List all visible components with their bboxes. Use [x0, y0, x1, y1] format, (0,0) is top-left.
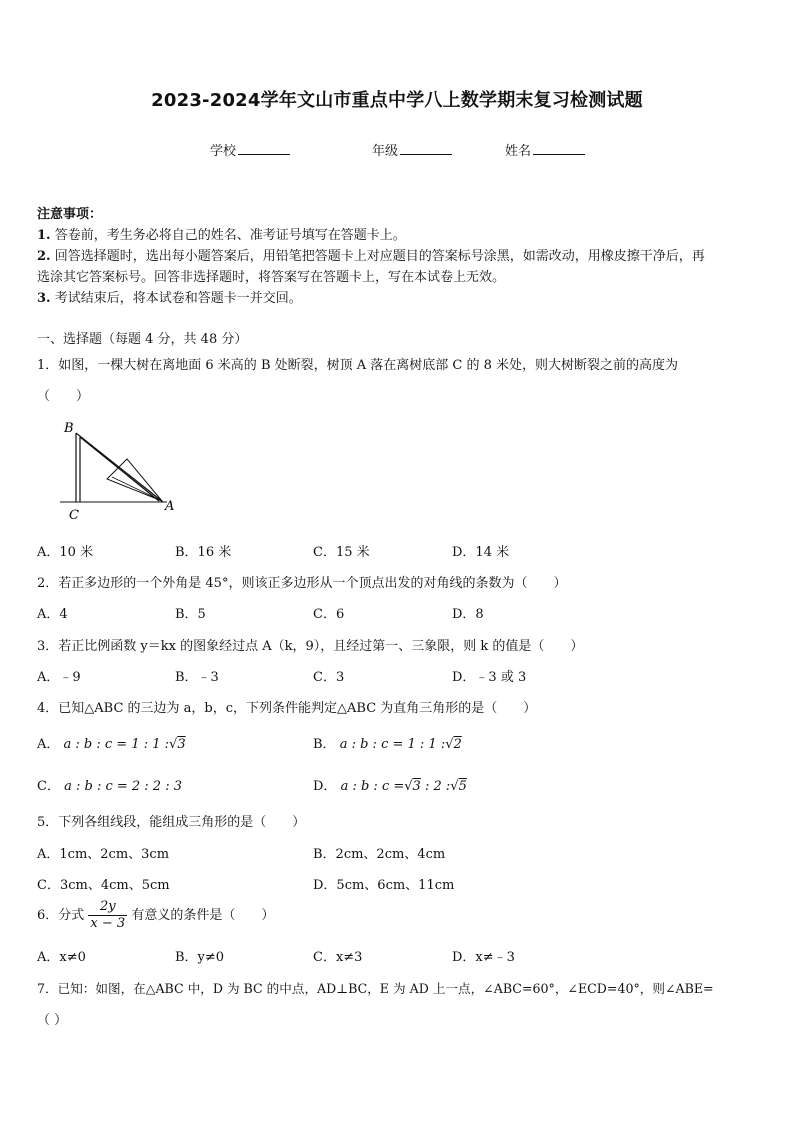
note-2: [37, 245, 705, 264]
q1-option-c: C．15 米: [313, 545, 370, 560]
radicand: 2: [453, 737, 462, 752]
q3-option-b: B．﹣3: [175, 670, 219, 685]
crown-branch: [112, 477, 162, 501]
note-3-number: 3.: [37, 291, 51, 306]
tree-diagram: [52, 415, 182, 525]
q6-stem-suffix: 有意义的条件是（ ）: [131, 908, 275, 923]
q5-option-c: C．3cm、4cm、5cm: [37, 878, 170, 893]
q6-option-b: B．y≠0: [175, 950, 225, 965]
label-a: A: [165, 499, 175, 514]
question-1-paren: （ ）: [37, 389, 90, 404]
grade-label: 年级: [372, 144, 399, 159]
q4-option-d: [313, 775, 467, 794]
q4-option-d-label: D．: [313, 779, 337, 794]
q3-option-a: A．﹣9: [37, 670, 81, 685]
school-label: 学校: [210, 144, 237, 159]
q4-option-b-ratio: a : b : c = 1 : 1 :: [339, 737, 446, 752]
question-7-paren: （ ）: [37, 1013, 68, 1028]
name-blank: [533, 142, 585, 155]
question-6-stem: [37, 899, 274, 932]
note-1-number: 1.: [37, 228, 51, 243]
q4-option-b: [313, 733, 462, 752]
fraction-numerator: 2y: [88, 899, 127, 916]
q6-option-c: C．x≠3: [313, 950, 363, 965]
page-title: 2023-2024学年文山市重点中学八上数学期末复习检测试题: [151, 90, 643, 111]
q2-option-d: D．8: [452, 607, 484, 622]
q3-option-d: D．﹣3 或 3: [452, 670, 527, 685]
notes-heading: 注意事项：: [37, 207, 103, 222]
q5-option-b: B．2cm、2cm、4cm: [313, 847, 446, 862]
section-heading: 一、选择题（每题 4 分，共 48 分）: [37, 332, 248, 347]
question-1-stem: 1．如图，一棵大树在离地面 6 米高的 B 处断裂，树顶 A 落在离树底部 C 的 8 米处，则大树断裂之前的高度为: [37, 358, 679, 373]
q4-option-c-ratio: a : b : c = 2 : 2 : 3: [64, 779, 182, 794]
q4-option-c-label: C．: [37, 779, 60, 794]
name-label: 姓名: [505, 144, 532, 159]
note-2-text: 回答选择题时，选出每小题答案后，用铅笔把答题卡上对应题目的答案标号涂黑，如需改动，用橡皮擦干净后，再: [54, 249, 705, 264]
q6-option-d: D．x≠﹣3: [452, 950, 515, 965]
sqrt-sign: √2: [445, 737, 462, 752]
fraction-denominator: x − 3: [90, 916, 126, 931]
sqrt-sign: √3: [404, 779, 421, 794]
q6-fraction: [88, 899, 127, 932]
q4-option-a-label: A．: [37, 737, 60, 752]
q1-option-b: B．16 米: [175, 545, 232, 560]
q5-option-a: A．1cm、2cm、3cm: [37, 847, 170, 862]
sqrt-sign: √5: [450, 779, 467, 794]
radicand: 3: [177, 737, 186, 752]
q2-option-a: A．4: [37, 607, 68, 622]
q4-option-a: [37, 733, 186, 752]
question-3-stem: 3．若正比例函数 y＝kx 的图象经过点 A（k，9），且经过第一、三象限，则 k 的值是（ ）: [37, 639, 584, 654]
note-1: [37, 224, 406, 243]
q6-option-a: A．x≠0: [37, 950, 86, 965]
note-3-text: 考试结束后，将本试卷和答题卡一并交回。: [54, 291, 302, 306]
note-3: [37, 287, 302, 306]
question-2-stem: 2．若正多边形的一个外角是 45°，则该正多边形从一个顶点出发的对角线的条数为（ ）: [37, 576, 567, 591]
q3-option-c: C．3: [313, 670, 345, 685]
broken-top-line-1: [76, 433, 163, 502]
label-b: B: [64, 421, 74, 436]
question-7-stem: 7．已知：如图，在△ABC 中，D 为 BC 的中点，AD⊥BC，E 为 AD 上一点，∠ABC=60°，∠ECD=40°，则∠ABE=: [37, 981, 714, 996]
q4-option-c: [37, 775, 182, 794]
question-4-stem: 4．已知△ABC 的三边为 a，b，c，下列条件能判定△ABC 为直角三角形的是（ ）: [37, 701, 537, 716]
school-field: [210, 140, 290, 159]
question-5-stem: 5．下列各组线段，能组成三角形的是（ ）: [37, 815, 306, 830]
note-1-text: 答卷前，考生务必将自己的姓名、准考证号填写在答题卡上。: [54, 228, 406, 243]
radicand: 5: [458, 779, 467, 794]
q2-option-b: B．5: [175, 607, 206, 622]
q4-option-b-label: B．: [313, 737, 336, 752]
q1-option-a: A．10 米: [37, 545, 94, 560]
note-2-number: 2.: [37, 249, 51, 264]
q4-option-d-ratio: a : b : c =: [340, 779, 405, 794]
sqrt-sign: √3: [169, 737, 186, 752]
school-blank: [238, 142, 290, 155]
q5-option-d: D．5cm、6cm、11cm: [313, 878, 455, 893]
q2-option-c: C．6: [313, 607, 345, 622]
broken-top-line-2: [80, 437, 159, 501]
ratio-separator: : 2 :: [424, 779, 451, 794]
name-field: [505, 140, 585, 159]
note-2-continued: 选涂其它答案标号。回答非选择题时，将答案写在答题卡上，写在本试卷上无效。: [37, 270, 506, 285]
grade-field: [372, 140, 452, 159]
grade-blank: [400, 142, 452, 155]
q4-option-a-ratio: a : b : c = 1 : 1 :: [63, 737, 170, 752]
q1-option-d: D．14 米: [452, 545, 510, 560]
q6-stem-prefix: 6．分式: [37, 908, 85, 923]
label-c: C: [69, 508, 79, 523]
radicand: 3: [412, 779, 421, 794]
